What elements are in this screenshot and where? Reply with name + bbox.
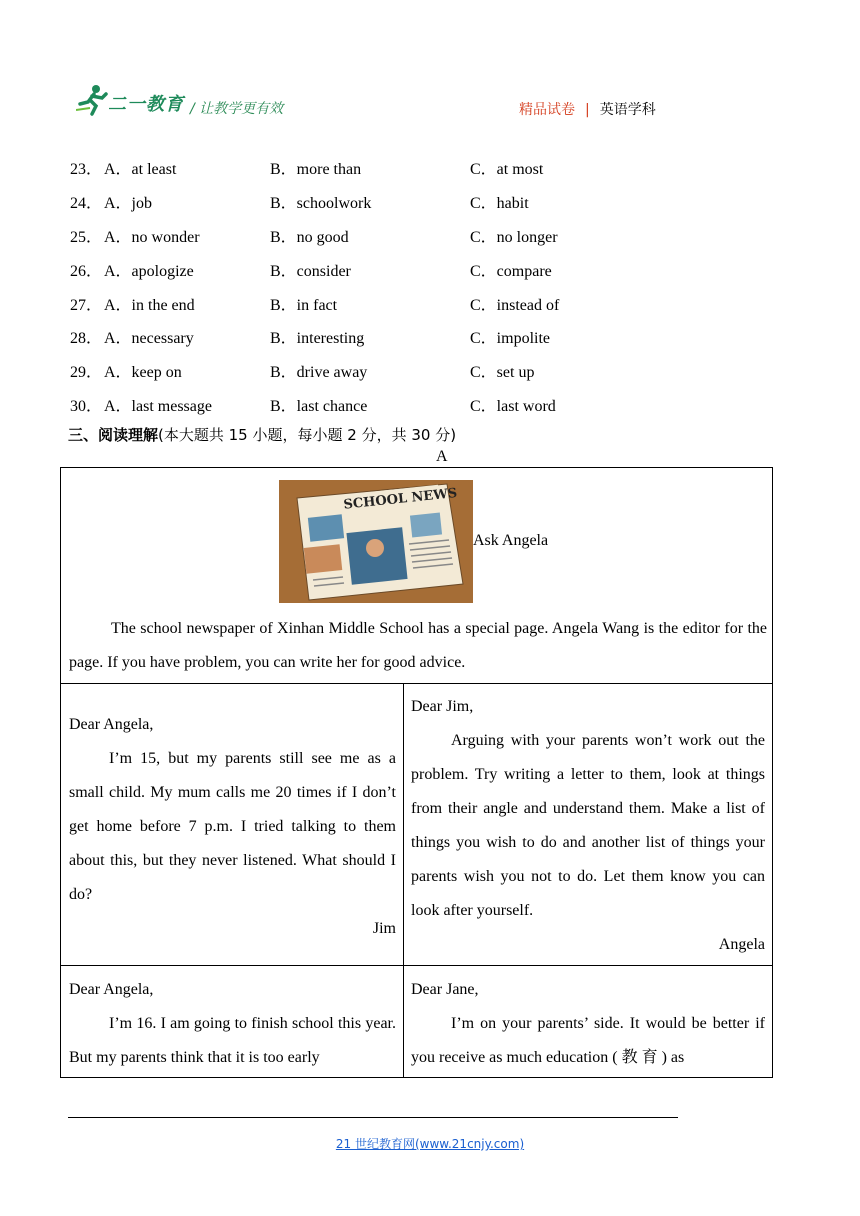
option-c: C．impolite <box>470 330 551 347</box>
question-number: 29． <box>70 364 103 381</box>
question-number: 27． <box>70 297 103 314</box>
header-label-exam: 精品试卷 <box>519 102 575 118</box>
option-a: A．job <box>104 195 153 212</box>
letter-jim <box>69 708 396 946</box>
option-a: A．no wonder <box>104 229 200 246</box>
page-header <box>0 0 860 140</box>
letter-signature: Jim <box>372 920 396 937</box>
reply-jane <box>411 973 765 1075</box>
option-c: C．no longer <box>470 229 558 246</box>
question-number: 24． <box>70 195 103 212</box>
reading-table <box>60 467 773 1078</box>
option-a: A．keep on <box>104 364 182 381</box>
option-c: C．instead of <box>470 297 560 314</box>
option-b: B．schoolwork <box>270 195 372 212</box>
option-c: C．set up <box>470 364 535 381</box>
question-row <box>70 158 770 182</box>
header-right <box>519 99 656 119</box>
passage-intro: The school newspaper of Xinhan Middle School has a special page. Angela Wang is the editor for the page. If you have problem, you can write her for good advice. <box>69 620 767 671</box>
header-separator: | <box>585 102 590 118</box>
question-row <box>70 327 770 351</box>
question-row <box>70 294 770 318</box>
letter-greeting: Dear Angela, <box>69 981 154 998</box>
reply-greeting: Dear Jane, <box>411 981 479 998</box>
option-b: B．drive away <box>270 364 368 381</box>
question-number: 28． <box>70 330 103 347</box>
option-b: B．more than <box>270 161 362 178</box>
letter-body: I’m 16. I am going to finish school this year. But my parents think that it is too early <box>69 1015 396 1066</box>
question-row <box>70 260 770 284</box>
question-number: 30． <box>70 398 103 415</box>
passage-heading: Ask Angela <box>473 532 549 549</box>
section-note: (本大题共 15 小题，每小题 2 分，共 30 分) <box>158 426 457 444</box>
footer-rule <box>68 1117 678 1118</box>
logo-text: 二一教育 <box>108 94 184 115</box>
option-c: C．habit <box>470 195 529 212</box>
option-c: C．at most <box>470 161 544 178</box>
option-a: A．necessary <box>104 330 194 347</box>
question-row <box>70 192 770 216</box>
option-c: C．compare <box>470 263 552 280</box>
newspaper-masthead: SCHOOL NEWS <box>342 485 458 513</box>
slogan: / 让教学更有效 <box>190 101 284 117</box>
logo <box>76 84 186 116</box>
letter-jane <box>69 973 396 1075</box>
part-label: A <box>436 448 448 465</box>
option-a: A．last message <box>104 398 212 415</box>
section-heading <box>68 424 456 445</box>
question-row <box>70 395 770 419</box>
question-row <box>70 361 770 385</box>
option-b: B．interesting <box>270 330 365 347</box>
reply-jim <box>411 690 765 962</box>
reply-body: Arguing with your parents won’t work out the problem. Try writing a letter to them, look at things from their angle and understand them. Make a list of things you wish to do and another list of things your parents wish you not to do. Let them know you can look after yourself. <box>411 732 765 919</box>
option-a: A．apologize <box>104 263 194 280</box>
letter-greeting: Dear Angela, <box>69 716 154 733</box>
question-number: 26． <box>70 263 103 280</box>
newspaper-image <box>279 480 473 603</box>
question-number: 25． <box>70 229 103 246</box>
question-row <box>70 226 770 250</box>
option-b: B．last chance <box>270 398 368 415</box>
intro-row <box>61 468 772 684</box>
option-b: B．in fact <box>270 297 338 314</box>
section-title: 三、阅读理解 <box>68 426 159 444</box>
question-number: 23． <box>70 161 103 178</box>
option-b: B．no good <box>270 229 349 246</box>
reply-body: I’m on your parents’ side. It would be better if you receive as much education ( 教 育 ) as <box>411 1015 765 1066</box>
option-a: A．at least <box>104 161 177 178</box>
header-label-subject: 英语学科 <box>599 102 656 118</box>
option-a: A．in the end <box>104 297 195 314</box>
option-b: B．consider <box>270 263 351 280</box>
column-divider <box>403 683 404 1077</box>
runner-logo-icon <box>76 84 110 116</box>
row-divider <box>61 965 772 966</box>
reply-greeting: Dear Jim, <box>411 698 474 715</box>
reply-signature: Angela <box>718 936 765 953</box>
option-c: C．last word <box>470 398 556 415</box>
footer-link[interactable]: 21 世纪教育网(www.21cnjy.com) <box>335 1137 525 1151</box>
letter-body: I’m 15, but my parents still see me as a small child. My mum calls me 20 times if I don’t get home before 7 p.m. I tried talking to them about this, but they never listened. What should I do? <box>69 750 396 903</box>
